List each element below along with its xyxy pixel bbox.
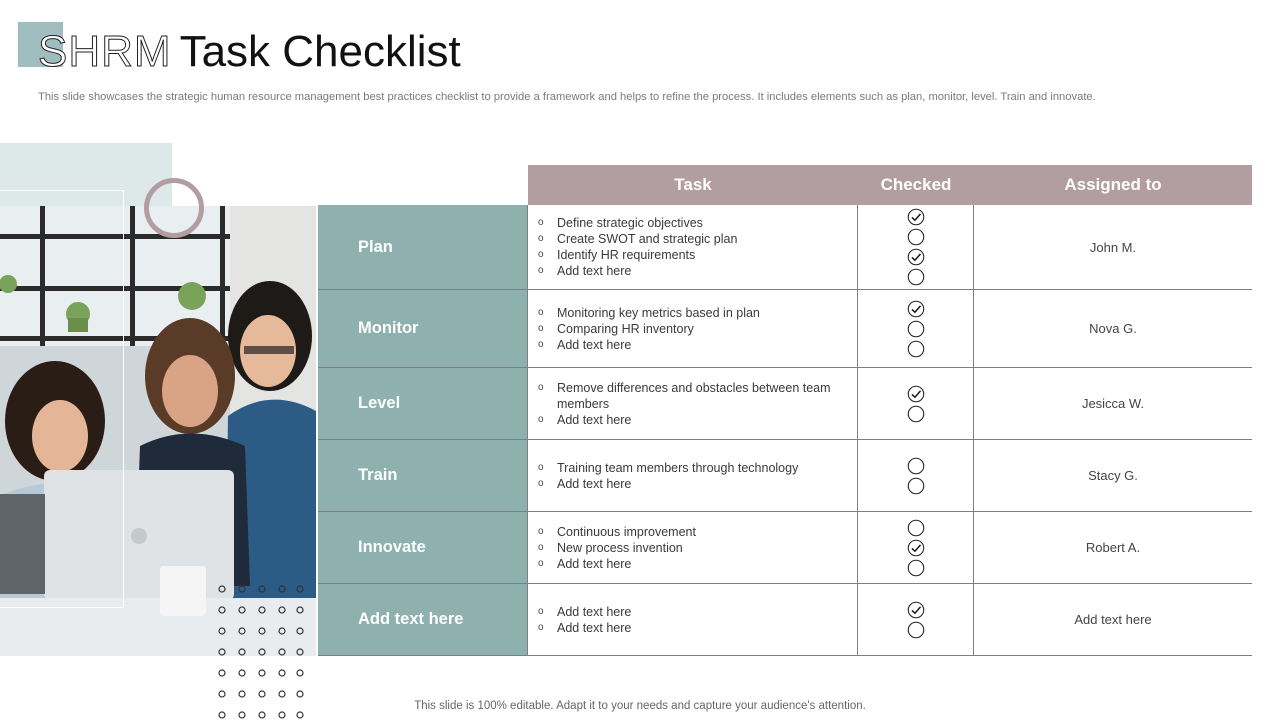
checked-circle-icon[interactable] <box>907 300 925 318</box>
header-checked: Checked <box>880 175 952 194</box>
photo-frame-outline <box>0 190 124 608</box>
task-list <box>528 584 858 655</box>
unchecked-circle-icon[interactable] <box>907 405 925 423</box>
table-row <box>318 205 1252 290</box>
header-assigned-to: Assigned to <box>1064 175 1162 194</box>
task-text: Comparing HR inventory <box>557 321 694 336</box>
table-row <box>318 512 1252 584</box>
table-row <box>318 290 1252 368</box>
unchecked-circle-icon[interactable] <box>907 457 925 475</box>
checked-circle-icon[interactable] <box>907 385 925 403</box>
check-column <box>858 205 974 289</box>
task-item <box>538 380 847 412</box>
task-item <box>538 524 847 540</box>
bullet-icon: o <box>538 605 544 617</box>
task-item <box>538 337 847 353</box>
task-text: Add text here <box>557 556 632 571</box>
table-row <box>318 584 1252 656</box>
category-label: Plan <box>318 205 528 289</box>
category-label: Add text here <box>318 584 528 655</box>
category-label: Level <box>318 368 528 439</box>
table-row <box>318 368 1252 440</box>
assignee-name: Robert A. <box>1085 540 1141 555</box>
task-text: Add text here <box>557 620 632 635</box>
task-item <box>538 460 847 476</box>
bullet-icon: o <box>538 322 544 334</box>
task-list <box>528 290 858 367</box>
table-header <box>528 165 1252 205</box>
task-text: Identify HR requirements <box>557 248 696 262</box>
task-item <box>538 305 847 321</box>
check-column <box>858 368 974 439</box>
bullet-icon: o <box>538 217 544 228</box>
checked-circle-icon[interactable] <box>907 208 925 226</box>
unchecked-circle-icon[interactable] <box>907 559 925 577</box>
check-column <box>858 512 974 583</box>
bullet-icon: o <box>538 477 544 489</box>
task-item <box>538 263 847 279</box>
task-text: New process invention <box>557 540 683 555</box>
task-text: Add text here <box>557 264 632 278</box>
bullet-icon: o <box>538 541 544 553</box>
unchecked-circle-icon[interactable] <box>907 519 925 537</box>
bullet-icon: o <box>538 621 544 633</box>
task-text: Add text here <box>557 337 632 352</box>
unchecked-circle-icon[interactable] <box>907 477 925 495</box>
assignee-name: Stacy G. <box>1088 468 1138 483</box>
unchecked-circle-icon[interactable] <box>907 320 925 338</box>
task-item <box>538 476 847 492</box>
bullet-icon: o <box>538 306 544 318</box>
bullet-icon: o <box>538 249 544 260</box>
footer-note: This slide is 100% editable. Adapt it to your needs and capture your audience's attention. <box>414 700 866 712</box>
task-text: Create SWOT and strategic plan <box>557 232 738 246</box>
header-task: Task <box>674 175 712 194</box>
category-label: Monitor <box>318 290 528 367</box>
assignee-name: Add text here <box>1074 612 1152 627</box>
task-item <box>538 620 847 636</box>
bullet-icon: o <box>538 265 544 276</box>
task-text: Training team members through technology <box>557 460 799 475</box>
task-text: Add text here <box>557 476 632 491</box>
title-text: Task Checklist <box>179 27 461 76</box>
bullet-icon: o <box>538 338 544 350</box>
bullet-icon: o <box>538 525 544 537</box>
task-item <box>538 556 847 572</box>
bullet-icon: o <box>538 233 544 244</box>
checked-circle-icon[interactable] <box>907 601 925 619</box>
task-item <box>538 412 847 428</box>
checklist-table <box>318 205 1252 656</box>
task-item <box>538 540 847 556</box>
task-text: Add text here <box>557 412 632 427</box>
task-text: Add text here <box>557 604 632 619</box>
subtitle: This slide showcases the strategic human resource management best practices checklist to provide a framework and helps to refine the process. It includes elements such as plan, monitor, level. Train and innovate. <box>38 91 1096 103</box>
unchecked-circle-icon[interactable] <box>907 228 925 246</box>
category-label: Innovate <box>318 512 528 583</box>
category-label: Train <box>318 440 528 511</box>
task-item <box>538 247 847 263</box>
title-acronym: SHRM <box>38 27 172 76</box>
unchecked-circle-icon[interactable] <box>907 340 925 358</box>
task-text: Remove differences and obstacles between team members <box>557 380 831 411</box>
assignee-name: Nova G. <box>1089 321 1137 336</box>
bullet-icon: o <box>538 381 544 393</box>
check-column <box>858 440 974 511</box>
task-item <box>538 604 847 620</box>
assignee-name: Jesicca W. <box>1081 396 1145 411</box>
task-list <box>528 368 858 439</box>
page-title <box>38 27 461 77</box>
unchecked-circle-icon[interactable] <box>907 268 925 286</box>
task-list <box>528 512 858 583</box>
check-column <box>858 584 974 655</box>
task-list <box>528 205 858 289</box>
decorative-ring <box>144 178 204 238</box>
task-item <box>538 321 847 337</box>
task-item <box>538 231 847 247</box>
task-item <box>538 215 847 231</box>
bullet-icon: o <box>538 461 544 473</box>
checked-circle-icon[interactable] <box>907 539 925 557</box>
check-column <box>858 290 974 367</box>
task-text: Continuous improvement <box>557 524 696 539</box>
assignee-name: John M. <box>1089 239 1137 255</box>
unchecked-circle-icon[interactable] <box>907 621 925 639</box>
task-text: Monitoring key metrics based in plan <box>557 305 760 320</box>
task-list <box>528 440 858 511</box>
checked-circle-icon[interactable] <box>907 248 925 266</box>
task-text: Define strategic objectives <box>557 216 703 230</box>
table-row <box>318 440 1252 512</box>
bullet-icon: o <box>538 557 544 569</box>
bullet-icon: o <box>538 413 544 425</box>
